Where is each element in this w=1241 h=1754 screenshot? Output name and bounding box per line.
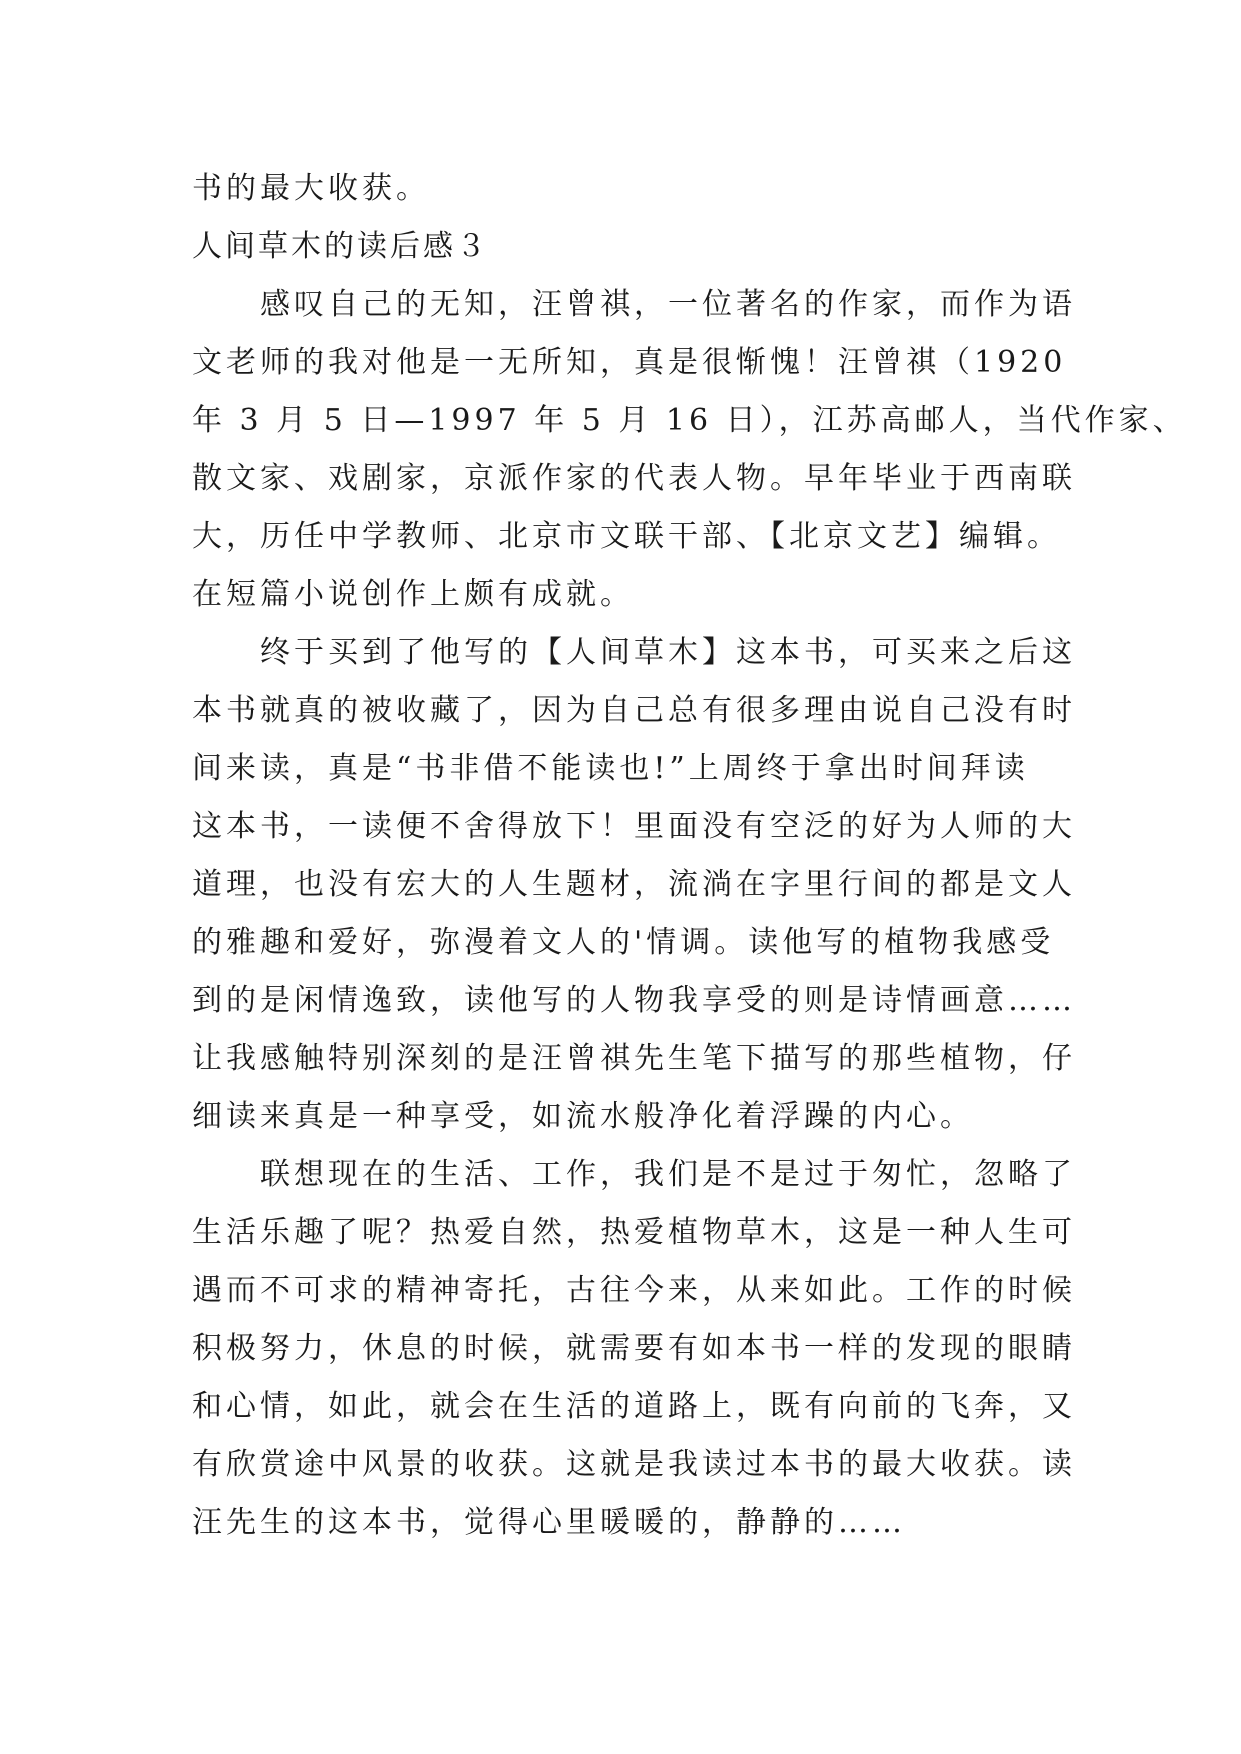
paragraph-line: 汪先生的这本书，觉得心里暖暖的，静静的…… — [192, 1505, 906, 1540]
paragraph-3 — [192, 1146, 1076, 1552]
paragraph-line: 的雅趣和爱好，弥漫着文人的'情调。读他写的植物我感受 — [192, 925, 1055, 960]
paragraph-2 — [192, 624, 1076, 1146]
document-body — [192, 160, 1187, 1552]
paragraph-line: 间来读，真是“书非借不能读也!”上周终于拿出时间拜读 — [192, 751, 1029, 786]
paragraph-line: 和心情，如此，就会在生活的道路上，既有向前的飞奔，又 — [192, 1389, 1076, 1424]
section-heading: 人间草木的读后感３ — [192, 229, 489, 264]
paragraph-line: 文老师的我对他是一无所知，真是很惭愧！汪曾祺（1920 — [192, 345, 1067, 380]
paragraph-line: 遇而不可求的精神寄托，古往今来，从来如此。工作的时候 — [192, 1273, 1076, 1308]
paragraph-line: 在短篇小说创作上颇有成就。 — [192, 577, 634, 612]
paragraph-line: 有欣赏途中风景的收获。这就是我读过本书的最大收获。读 — [192, 1447, 1076, 1482]
paragraph-line: 感叹自己的无知，汪曾祺，一位著名的作家，而作为语 — [260, 287, 1076, 322]
paragraph-line: 到的是闲情逸致，读他写的人物我享受的则是诗情画意…… — [192, 983, 1076, 1018]
paragraph-line: 终于买到了他写的【人间草木】这本书，可买来之后这 — [260, 635, 1076, 670]
paragraph-line: 联想现在的生活、工作，我们是不是过于匆忙，忽略了 — [260, 1157, 1076, 1192]
paragraph-line: 年 3 月 5 日—1997 年 5 月 16 日），江苏高邮人，当代作家、 — [192, 403, 1187, 438]
top-fragment: 书的最大收获。 — [192, 171, 430, 206]
paragraph-line: 大，历任中学教师、北京市文联干部、【北京文艺】编辑。 — [192, 519, 1061, 554]
paragraph-line: 散文家、戏剧家，京派作家的代表人物。早年毕业于西南联 — [192, 461, 1076, 496]
paragraph-line: 这本书，一读便不舍得放下！里面没有空泛的好为人师的大 — [192, 809, 1076, 844]
paragraph-line: 积极努力，休息的时候，就需要有如本书一样的发现的眼睛 — [192, 1331, 1076, 1366]
paragraph-line: 生活乐趣了呢？热爱自然，热爱植物草木，这是一种人生可 — [192, 1215, 1076, 1250]
paragraph-1 — [192, 276, 1187, 624]
paragraph-line: 本书就真的被收藏了，因为自己总有很多理由说自己没有时 — [192, 693, 1076, 728]
paragraph-line: 细读来真是一种享受，如流水般净化着浮躁的内心。 — [192, 1099, 974, 1134]
paragraph-line: 道理，也没有宏大的人生题材，流淌在字里行间的都是文人 — [192, 867, 1076, 902]
paragraph-line: 让我感触特别深刻的是汪曾祺先生笔下描写的那些植物，仔 — [192, 1041, 1076, 1076]
